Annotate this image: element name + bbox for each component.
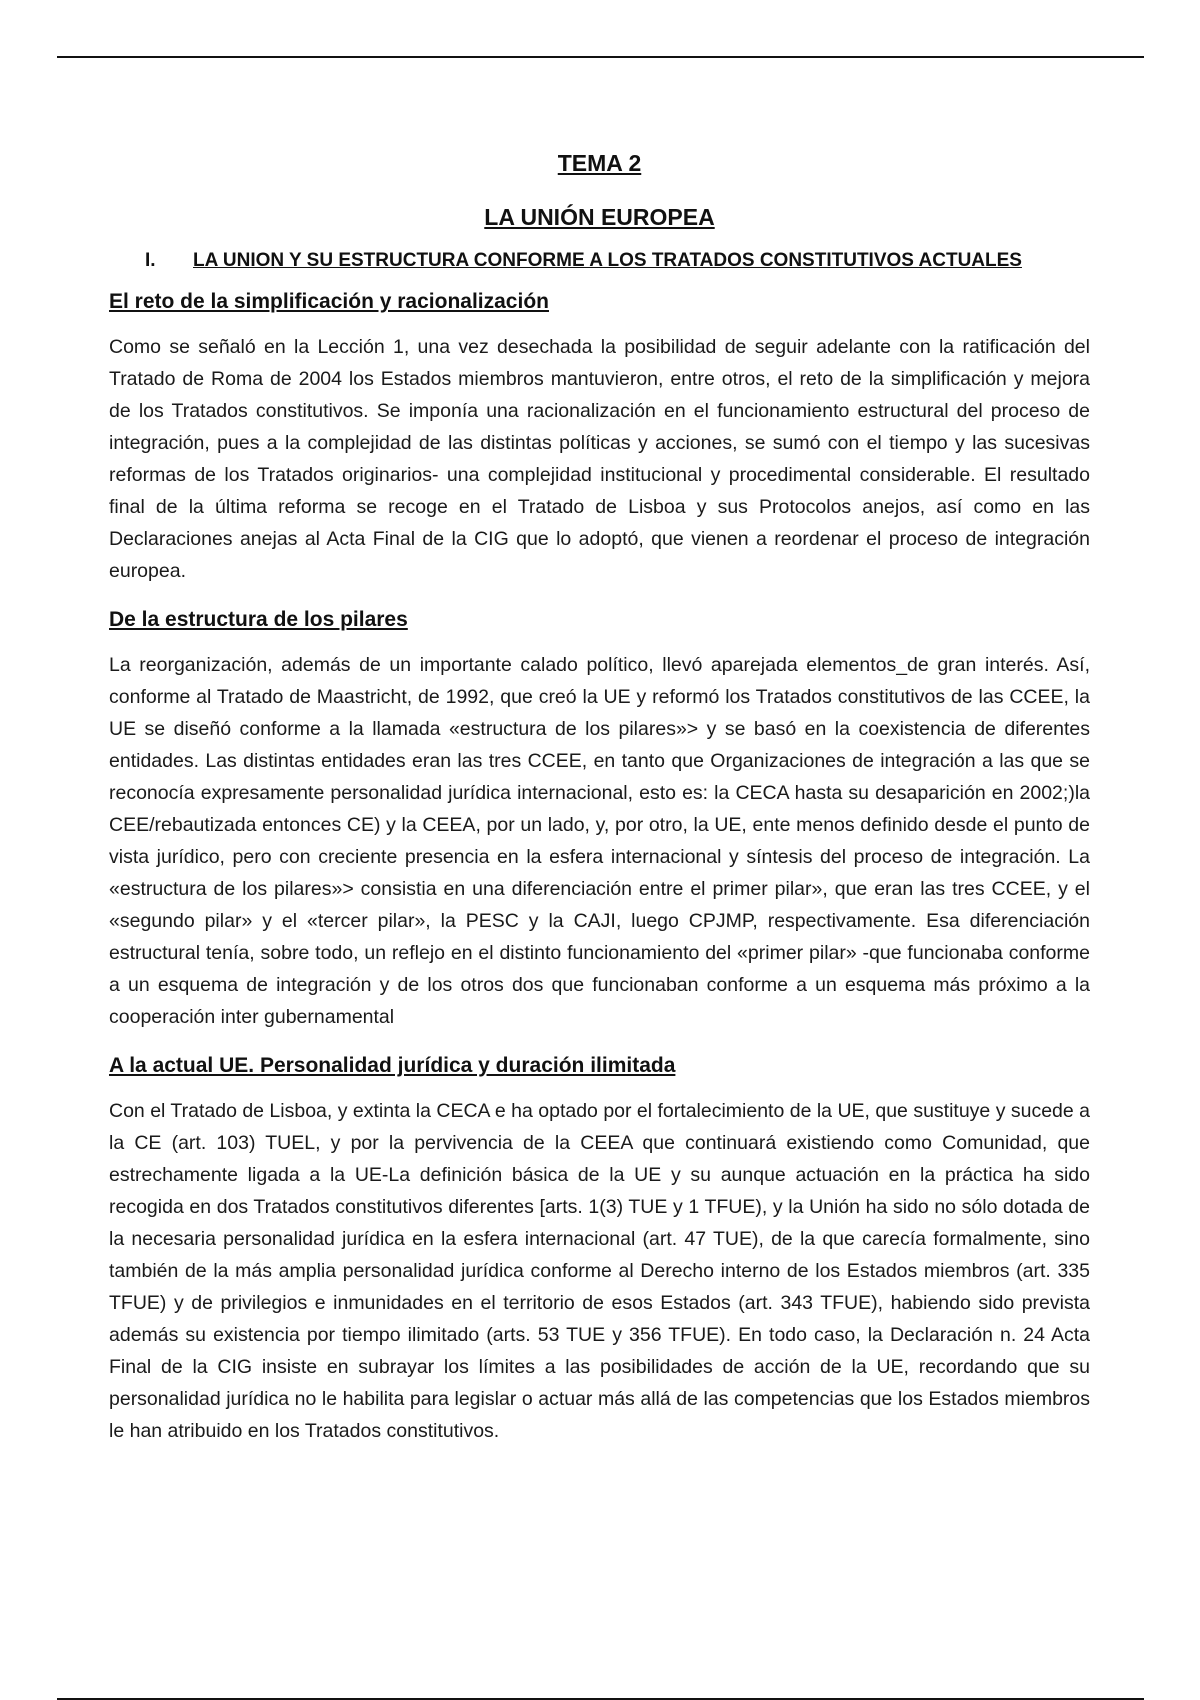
subsection-heading-simplificacion: El reto de la simplificación y racionalización	[109, 290, 549, 313]
paragraph-simplificacion: Como se señaló en la Lección 1, una vez desechada la posibilidad de seguir adelante con la ratificación del Tratado de Roma de 2004 los Estados miembros mantuvieron, entre otros, el reto de la simplificación y mejora de los Tratados constitutivos. Se imponía una racionalización en el funcionamiento estructural del proceso de integración, pues a la complejidad de las distintas políticas y acciones, se sumó con el tiempo y las sucesivas reformas de los Tratados originarios- una complejidad institucional y procedimental considerable. El resultado final de la última reforma se recoge en el Tratado de Lisboa y sus Protocolos anejos, así como en las Declaraciones anejas al Acta Final de la CIG que lo adoptó, que vienen a reordenar el proceso de integración europea.	[109, 336, 1090, 582]
subsection-heading-pilares: De la estructura de los pilares	[109, 608, 408, 631]
subsection-heading-personalidad: A la actual UE. Personalidad jurídica y duración ilimitada	[109, 1054, 676, 1077]
document-page	[109, 145, 1090, 1465]
paragraph-pilares: La reorganización, además de un importante calado político, llevó aparejada elementos_de gran interés. Así, conforme al Tratado de Maastricht, de 1992, que creó la UE y reformó los Tratados constitutivos de las CCEE, la UE se diseñó conforme a la llamada «estructura de los pilares»> y se basó en la coexistencia de diferentes entidades. Las distintas entidades eran las tres CCEE, en tanto que Organizaciones de integración a las que se reconocía expresamente personalidad jurídica internacional, esto es: la CECA hasta su desaparición en 2002;)la CEE/rebautizada entonces CE) y la CEEA, por un lado, y, por otro, la UE, ente menos definido desde el punto de vista jurídico, pero con creciente presencia en la esfera internacional y síntesis del proceso de integración. La «estructura de los pilares»> consistia en una diferenciación entre el primer pilar», que eran las tres CCEE, y el «segundo pilar» y el «tercer pilar», la PESC y la CAJI, luego CPJMP, respectivamente. Esa diferenciación estructural tenía, sobre todo, un reflejo en el distinto funcionamiento del «primer pilar» -que funcionaba conforme a un esquema de integración y de los otros dos que funcionaban conforme a un esquema más próximo a la cooperación inter gubernamental	[109, 654, 1090, 1028]
section-title: LA UNION Y SU ESTRUCTURA CONFORME A LOS TRATADOS CONSTITUTIVOS ACTUALES	[193, 250, 1022, 271]
document-title: TEMA 2	[557, 150, 642, 176]
top-rule	[57, 56, 1144, 58]
document-subtitle: LA UNIÓN EUROPEA	[484, 204, 715, 230]
section-number: I.	[145, 250, 156, 271]
section-heading	[109, 247, 1090, 275]
paragraph-personalidad: Con el Tratado de Lisboa, y extinta la CECA e ha optado por el fortalecimiento de la UE, que sustituye y sucede a la CE (art. 103) TUEL, y por la pervivencia de la CEEA que continuará existiendo como Comunidad, que estrechamente ligada a la UE-La definición básica de la UE y su aunque actuación en la práctica ha sido recogida en dos Tratados constitutivos diferentes [arts. 1(3) TUE y 1 TFUE), y la Unión ha sido no sólo dotada de la necesaria personalidad jurídica en la esfera internacional (art. 47 TUE), de la que carecía formalmente, sino también de la más amplia personalidad jurídica conforme al Derecho interno de los Estados miembros (art. 335 TFUE) y de privilegios e inmunidades en el territorio de esos Estados (art. 343 TFUE), habiendo sido prevista además su existencia por tiempo ilimitado (arts. 53 TUE y 356 TFUE). En todo caso, la Declaración n. 24 Acta Final de la CIG insiste en subrayar los límites a las posibilidades de acción de la UE, recordando que su personalidad jurídica no le habilita para legislar o actuar más allá de las competencias que los Estados miembros le han atribuido en los Tratados constitutivos.	[109, 1100, 1090, 1442]
